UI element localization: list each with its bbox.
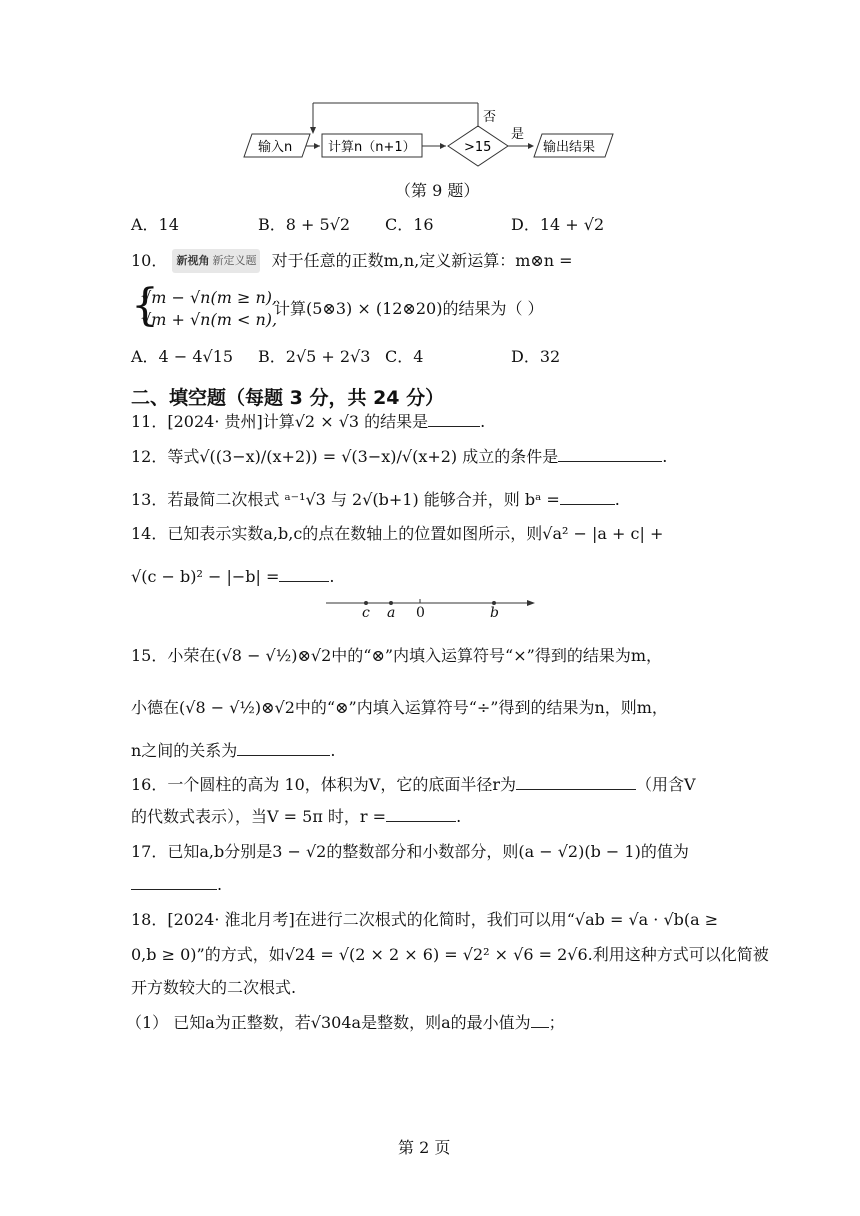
q10-piece1: √m − √n(m ≥ n), bbox=[141, 288, 278, 307]
flow-compute-label: 计算n（n+1） bbox=[328, 140, 416, 155]
q14-answer-blank[interactable] bbox=[279, 566, 329, 582]
numline-label-a: a bbox=[387, 605, 396, 621]
q9-option-a[interactable]: A．14 bbox=[131, 215, 179, 234]
q18-part1-answer-blank[interactable] bbox=[531, 1012, 549, 1028]
q15-answer-blank[interactable] bbox=[237, 740, 330, 756]
q17-line1: 17．已知a,b分别是3 − √2的整数部分和小数部分，则(a − √2)(b − 1)的值为 bbox=[131, 842, 689, 861]
q18-line3: 开方数较大的二次根式. bbox=[131, 978, 297, 997]
q13-text: 13．若最简二次根式 ᵃ⁻¹√3 与 2√(b+1) 能够合并，则 bᵃ = bbox=[131, 490, 560, 509]
flow-input-label: 输入n bbox=[258, 140, 293, 155]
badge-secondary: 新定义题 bbox=[212, 254, 257, 267]
number-line bbox=[0, 590, 860, 620]
q11-answer-blank[interactable] bbox=[428, 411, 480, 427]
q12-text: 12．等式√((3−x)/(x+2)) = √(3−x)/√(x+2) 成立的条件是 bbox=[131, 447, 559, 466]
q16-line1 bbox=[131, 774, 696, 796]
q10-number: 10． bbox=[131, 251, 168, 270]
q16-tail: （用含V bbox=[636, 775, 696, 794]
q16-text: 16．一个圆柱的高为 10，体积为V，它的底面半径r为 bbox=[131, 775, 517, 794]
q13: 13．若最简二次根式 ᵃ⁻¹√3 与 2√(b+1) 能够合并，则 bᵃ = . bbox=[131, 490, 620, 509]
flow-condition-label: >15 bbox=[464, 140, 492, 155]
section-heading: 二、填空题（每题 3 分，共 24 分） bbox=[131, 387, 445, 409]
q15-line1: 15．小荣在(√8 − √½)⊗√2中的“⊗”内填入运算符号“×”得到的结果为m， bbox=[131, 646, 662, 665]
flow-no-label: 否 bbox=[483, 110, 497, 125]
q14-line1: 14．已知表示实数a,b,c的点在数轴上的位置如图所示，则√a² − |a + c| + bbox=[131, 524, 664, 543]
q18-line1: 18．[2024· 淮北月考]在进行二次根式的化简时，我们可以用“√ab = √a · √b(a ≥ bbox=[131, 910, 719, 929]
q9-caption: （第 9 题） bbox=[395, 181, 480, 200]
numline-label-c: c bbox=[362, 605, 370, 621]
q15-text: n之间的关系为 bbox=[131, 741, 238, 760]
q12-answer-blank[interactable] bbox=[558, 446, 662, 462]
q18-line2: 0,b ≥ 0)”的方式，如√24 = √(2 × 2 × 6) = √2² × √6 = 2√6.利用这种方式可以化简被 bbox=[131, 945, 769, 964]
q12: 12．等式√((3−x)/(x+2)) = √(3−x)/√(x+2) 成立的条件是 . bbox=[131, 447, 668, 466]
q18-part1-text: （1） 已知a为正整数，若√304a是整数，则a的最小值为 bbox=[126, 1013, 531, 1032]
q14-line2: √(c − b)² − |−b| = . bbox=[131, 567, 335, 586]
q16-answer-blank-2[interactable] bbox=[386, 806, 456, 822]
q15-line3: n之间的关系为 . bbox=[131, 741, 336, 760]
q10-option-d[interactable]: D．32 bbox=[511, 347, 561, 366]
q9-option-c[interactable]: C．16 bbox=[385, 215, 434, 234]
badge-primary: 新视角 bbox=[176, 254, 210, 267]
q11: 11．[2024· 贵州]计算√2 × √3 的结果是 . bbox=[131, 412, 486, 431]
flowchart-diagram bbox=[0, 0, 860, 180]
numline-label-0: 0 bbox=[416, 605, 425, 621]
flow-output-label: 输出结果 bbox=[543, 140, 596, 155]
q17-answer-blank[interactable] bbox=[131, 874, 217, 890]
numline-label-b: b bbox=[490, 605, 499, 621]
page-number: 第 2 页 bbox=[398, 1138, 451, 1157]
q10-line1 bbox=[131, 250, 573, 275]
q9-option-d[interactable]: D．14 + √2 bbox=[511, 215, 605, 234]
q15-line2: 小德在(√8 − √½)⊗√2中的“⊗”内填入运算符号“÷”得到的结果为n，则m， bbox=[131, 698, 668, 717]
q11-text: 11．[2024· 贵州]计算√2 × √3 的结果是 bbox=[131, 412, 429, 431]
q10-option-c[interactable]: C．4 bbox=[385, 347, 424, 366]
q14-text: √(c − b)² − |−b| = bbox=[131, 567, 280, 586]
q10-badge bbox=[172, 249, 260, 273]
flow-yes-label: 是 bbox=[511, 127, 525, 142]
q16-answer-blank-1[interactable] bbox=[516, 774, 636, 790]
q16-line2: 的代数式表示），当V = 5π 时，r = . bbox=[131, 807, 462, 826]
q10-option-a[interactable]: A．4 − 4√15 bbox=[131, 347, 234, 366]
q10-option-b[interactable]: B．2√5 + 2√3 bbox=[258, 347, 371, 366]
q9-option-b[interactable]: B．8 + 5√2 bbox=[258, 215, 351, 234]
q10-text2: 计算(5⊗3) × (12⊗20)的结果为（ ） bbox=[274, 299, 544, 318]
q10-text: 对于任意的正数m,n,定义新运算：m⊗n = bbox=[271, 251, 573, 270]
q17-line2: . bbox=[131, 874, 222, 896]
q10-piece2: √m + √n(m < n), bbox=[141, 310, 278, 329]
q13-answer-blank[interactable] bbox=[560, 489, 615, 505]
q16-text2: 的代数式表示），当V = 5π 时，r = bbox=[131, 807, 387, 826]
q18-part1: （1） 已知a为正整数，若√304a是整数，则a的最小值为 ； bbox=[126, 1013, 565, 1032]
piecewise-brace: { bbox=[131, 280, 159, 331]
